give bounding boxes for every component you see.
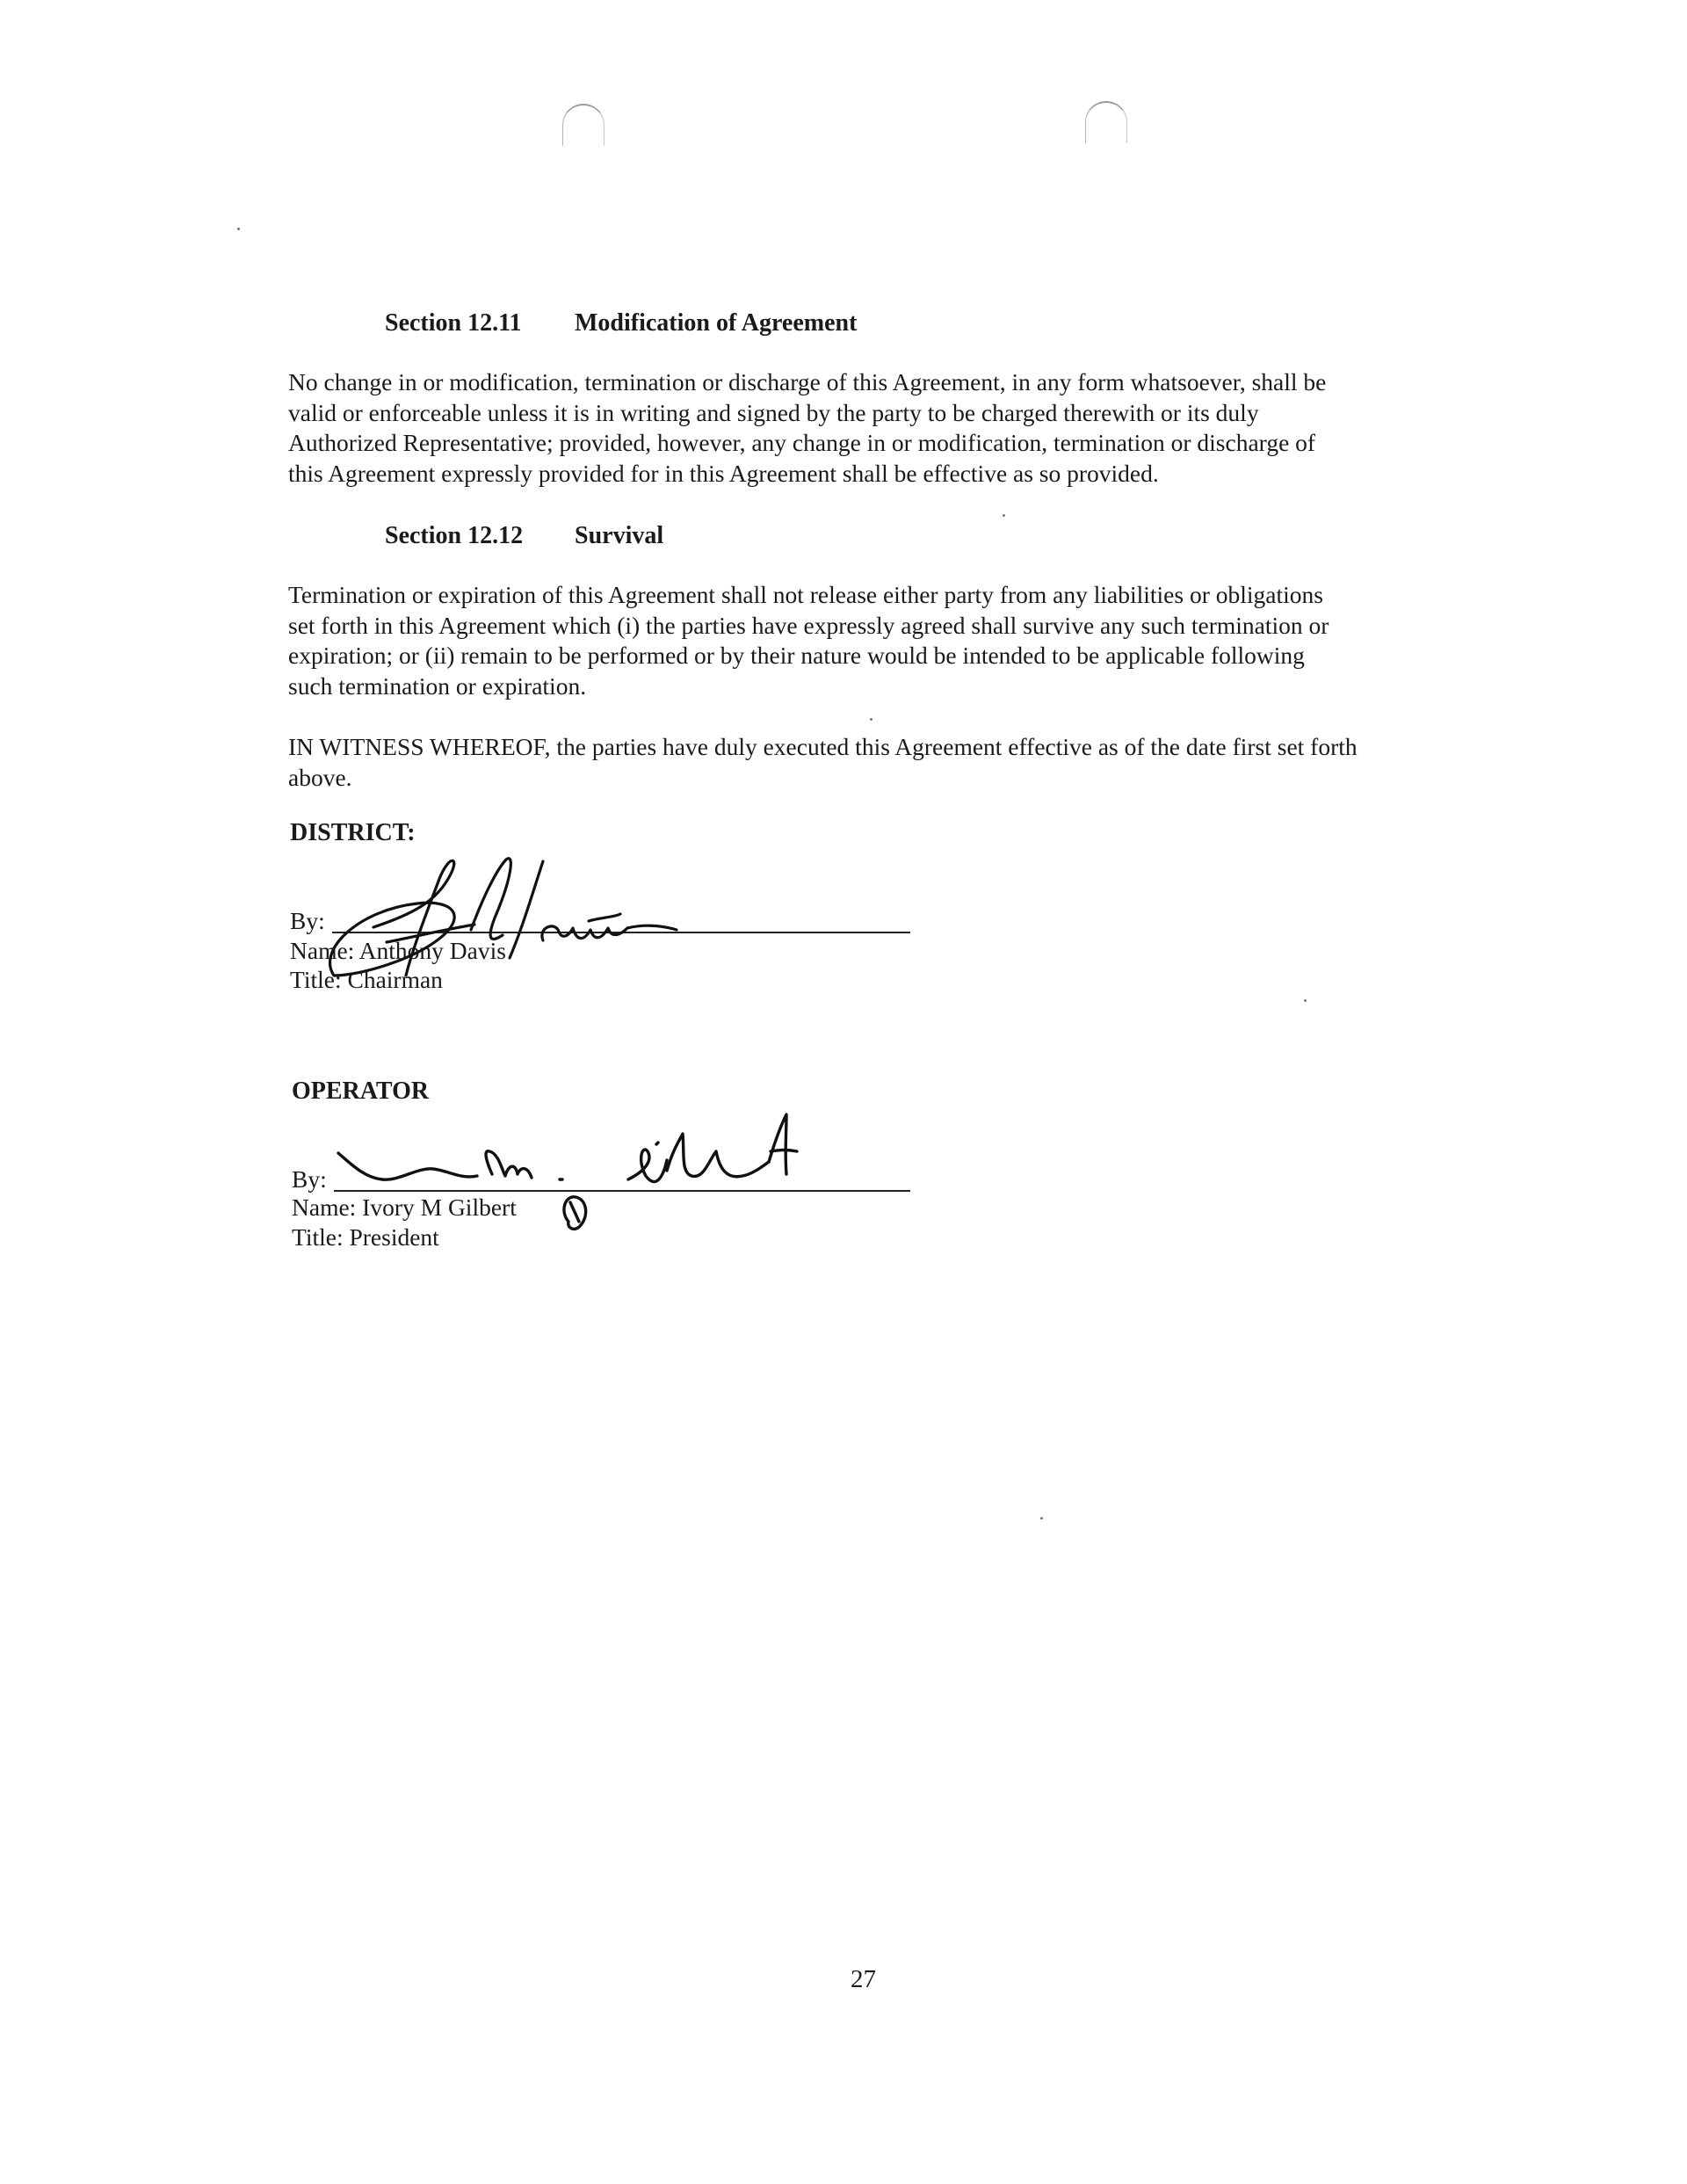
body-line: this Agreement expressly provided for in this Agreement shall be effective as so provided. (288, 459, 1159, 487)
district-title: Title: Chairman (290, 966, 443, 993)
body-line: Termination or expiration of this Agreement shall not release either party from any liabilities or obligations (288, 581, 1323, 608)
binder-hole-right (1085, 101, 1127, 143)
operator-signature (329, 1099, 857, 1248)
section-number: Section 12.11 (385, 309, 522, 337)
body-line: No change in or modification, termination or discharge of this Agreement, in any form whatsoever, shall be (288, 368, 1327, 395)
body-line: expiration; or (ii) remain to be performed or by their nature would be intended to be applicable following (288, 642, 1305, 669)
body-line: Authorized Representative; provided, however, any change in or modification, termination or discharge of (288, 429, 1316, 456)
body-line: valid or enforceable unless it is in writing and signed by the party to be charged therewith or its duly (288, 398, 1259, 426)
section-body (288, 367, 1439, 489)
district-heading: DISTRICT: (290, 819, 416, 846)
witness-line: above. (288, 763, 352, 791)
body-line: such termination or expiration. (288, 671, 587, 700)
operator-title: Title: President (292, 1223, 439, 1251)
operator-heading: OPERATOR (292, 1077, 430, 1105)
page-number: 27 (851, 1965, 876, 1993)
district-name: Name: Anthony Davis (290, 937, 506, 964)
section-heading (385, 309, 857, 337)
scan-speck (1040, 1517, 1043, 1520)
section-body (288, 580, 1439, 701)
witness-clause (288, 732, 1439, 793)
section-title: Survival (575, 522, 664, 549)
section-number: Section 12.12 (385, 522, 524, 549)
witness-line: IN WITNESS WHEREOF, the parties have duly executed this Agreement effective as of the date first set forth (288, 733, 1358, 760)
scan-speck (1003, 514, 1005, 517)
body-line: set forth in this Agreement which (i) the parties have expressly agreed shall survive any such termination or (288, 611, 1329, 639)
scan-speck (870, 718, 872, 721)
section-title: Modification of Agreement (575, 309, 858, 337)
binder-hole-left (562, 104, 605, 146)
operator-by-label: By: (292, 1165, 327, 1193)
operator-name: Name: Ivory M Gilbert (292, 1194, 517, 1221)
district-signature (308, 844, 764, 1002)
district-by-label: By: (290, 907, 325, 934)
scan-speck (237, 228, 240, 230)
scan-speck (1304, 999, 1307, 1002)
section-heading (385, 522, 663, 550)
